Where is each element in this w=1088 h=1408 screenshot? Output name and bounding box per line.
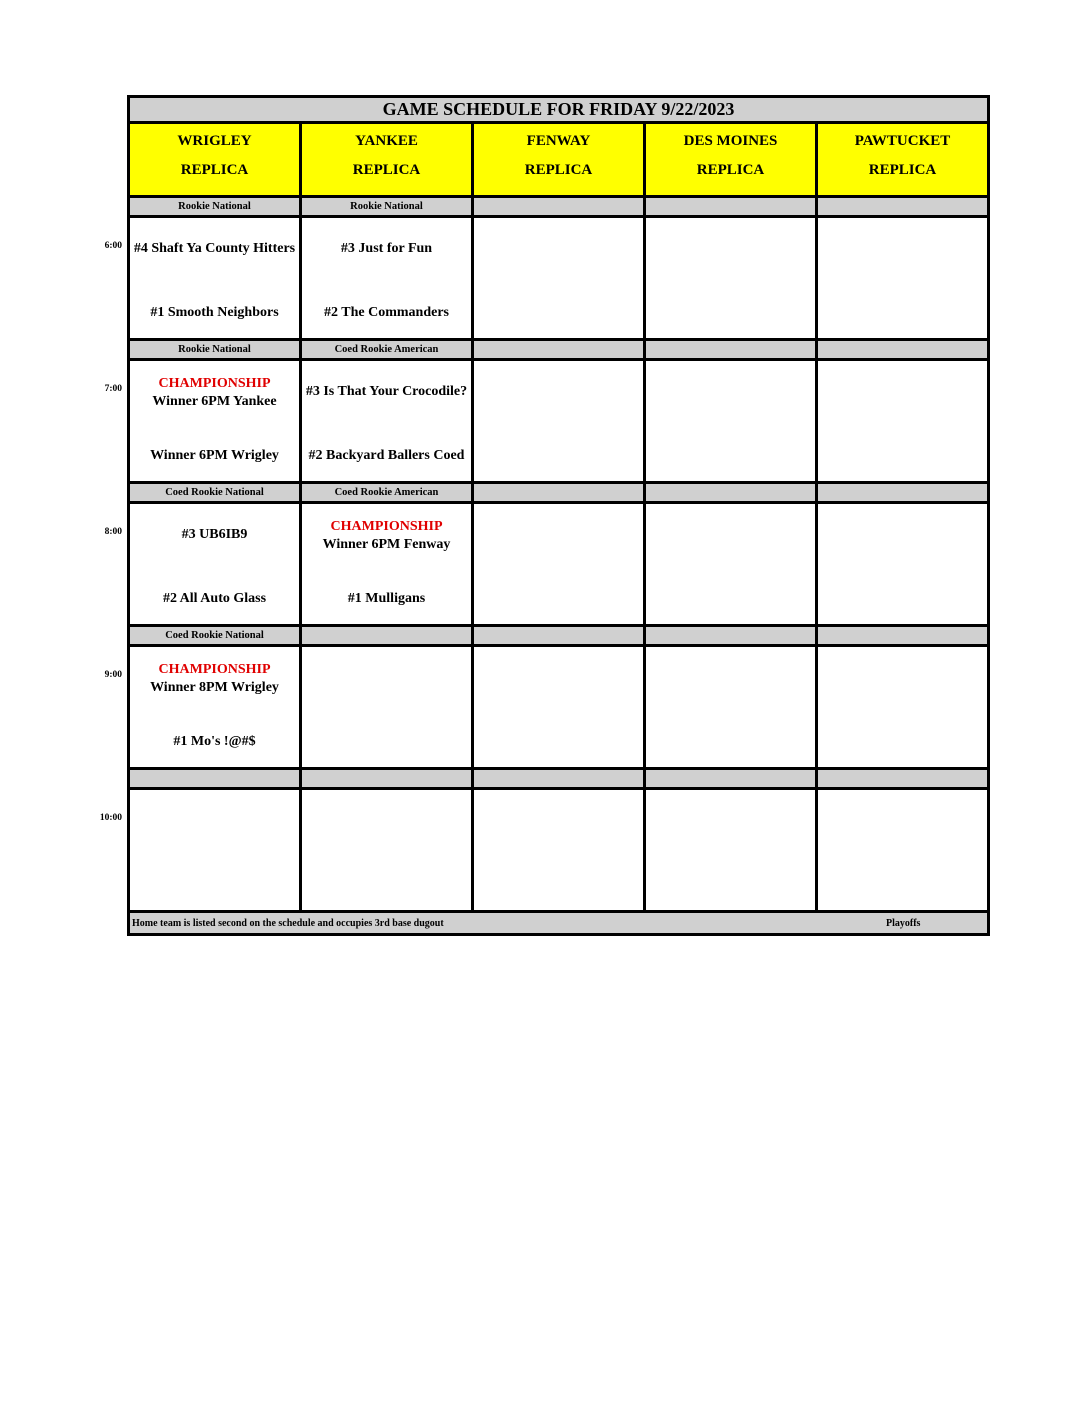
division-label <box>815 624 990 644</box>
division-label <box>471 338 643 358</box>
division-label <box>643 195 815 215</box>
time-slots <box>127 195 990 910</box>
field-header <box>471 121 643 195</box>
time-label: 9:00 <box>104 670 122 680</box>
division-label: Coed Rookie National <box>127 624 299 644</box>
away-team-name: Winner 8PM Wrigley <box>150 680 279 695</box>
division-label <box>299 624 471 644</box>
time-label: 6:00 <box>104 241 122 251</box>
field-subtitle: REPLICA <box>524 162 593 178</box>
field-header <box>643 121 815 195</box>
game-cell <box>299 215 471 338</box>
away-team <box>130 526 299 544</box>
division-row <box>127 624 990 644</box>
division-label: Rookie National <box>299 195 471 215</box>
game-cell <box>815 215 990 338</box>
division-label <box>815 767 990 787</box>
away-team-name: Winner 6PM Yankee <box>152 394 277 409</box>
field-subtitle: REPLICA <box>696 162 765 178</box>
footer-note: Home team is listed second on the schedule and occupies 3rd base dugout <box>132 918 444 929</box>
game-cell <box>299 644 471 767</box>
division-label <box>643 624 815 644</box>
field-name: PAWTUCKET <box>854 133 951 149</box>
game-cell <box>815 787 990 910</box>
division-label: Coed Rookie American <box>299 481 471 501</box>
division-label: Coed Rookie American <box>299 338 471 358</box>
game-cell <box>815 358 990 481</box>
championship-label: CHAMPIONSHIP <box>330 519 443 534</box>
away-team-name: #3 Is That Your Crocodile? <box>305 384 468 399</box>
home-team: #1 Mo's !@#$ <box>173 734 256 749</box>
home-team: #2 All Auto Glass <box>162 591 267 606</box>
game-cell <box>299 787 471 910</box>
away-team-name: #3 Just for Fun <box>340 241 433 256</box>
home-team: #2 The Commanders <box>324 305 449 320</box>
home-team: #1 Smooth Neighbors <box>150 305 279 320</box>
field-name: WRIGLEY <box>177 133 252 149</box>
division-label: Coed Rookie National <box>127 481 299 501</box>
game-cell <box>643 787 815 910</box>
field-header-row <box>127 121 990 195</box>
division-label <box>471 481 643 501</box>
away-team-name: #3 UB6IB9 <box>181 527 248 542</box>
game-cell <box>471 501 643 624</box>
game-cell <box>127 215 299 338</box>
field-header <box>299 121 471 195</box>
game-cell <box>127 787 299 910</box>
game-cell <box>299 501 471 624</box>
field-subtitle: REPLICA <box>868 162 937 178</box>
game-cell <box>643 358 815 481</box>
division-label <box>815 338 990 358</box>
away-team-name: #4 Shaft Ya County Hitters <box>133 241 296 256</box>
game-schedule-table <box>127 95 990 936</box>
field-header <box>127 121 299 195</box>
division-row <box>127 338 990 358</box>
division-label <box>471 195 643 215</box>
schedule-title: GAME SCHEDULE FOR FRIDAY 9/22/2023 <box>127 95 990 121</box>
division-label <box>643 338 815 358</box>
field-subtitle: REPLICA <box>352 162 421 178</box>
game-cell <box>127 644 299 767</box>
away-team <box>130 240 299 258</box>
game-cell <box>643 215 815 338</box>
away-team <box>302 518 471 554</box>
game-cell <box>643 644 815 767</box>
field-name: YANKEE <box>355 133 418 149</box>
home-team: #2 Backyard Ballers Coed <box>308 448 465 463</box>
game-cell <box>471 644 643 767</box>
game-cell <box>643 501 815 624</box>
game-cell <box>471 215 643 338</box>
game-row <box>127 358 990 481</box>
division-label <box>643 481 815 501</box>
division-label <box>299 767 471 787</box>
away-team <box>130 661 299 697</box>
championship-label: CHAMPIONSHIP <box>158 662 271 677</box>
game-row <box>127 501 990 624</box>
game-row <box>127 644 990 767</box>
division-row <box>127 767 990 787</box>
away-team <box>130 375 299 411</box>
game-cell <box>299 358 471 481</box>
home-team: Winner 6PM Wrigley <box>150 448 279 463</box>
game-cell <box>127 358 299 481</box>
field-name: DES MOINES <box>683 133 778 149</box>
game-cell <box>471 787 643 910</box>
division-label <box>815 195 990 215</box>
division-label <box>643 767 815 787</box>
division-row <box>127 195 990 215</box>
game-cell <box>815 501 990 624</box>
field-subtitle: REPLICA <box>180 162 249 178</box>
away-team-name: Winner 6PM Fenway <box>322 537 451 552</box>
division-label: Rookie National <box>127 338 299 358</box>
away-team <box>302 240 471 258</box>
division-label <box>815 481 990 501</box>
game-cell <box>127 501 299 624</box>
footer-playoffs-label: Playoffs <box>886 918 921 929</box>
game-row <box>127 215 990 338</box>
field-name: FENWAY <box>526 133 591 149</box>
time-label: 8:00 <box>104 527 122 537</box>
home-team: #1 Mulligans <box>347 591 426 606</box>
championship-label: CHAMPIONSHIP <box>158 376 271 391</box>
game-cell <box>471 358 643 481</box>
field-header <box>815 121 990 195</box>
division-row <box>127 481 990 501</box>
division-label <box>127 767 299 787</box>
away-team <box>302 383 471 401</box>
game-row <box>127 787 990 910</box>
game-cell <box>815 644 990 767</box>
division-label <box>471 624 643 644</box>
footer-bar <box>127 910 990 936</box>
time-label: 7:00 <box>104 384 122 394</box>
division-label: Rookie National <box>127 195 299 215</box>
time-label: 10:00 <box>99 813 122 823</box>
division-label <box>471 767 643 787</box>
